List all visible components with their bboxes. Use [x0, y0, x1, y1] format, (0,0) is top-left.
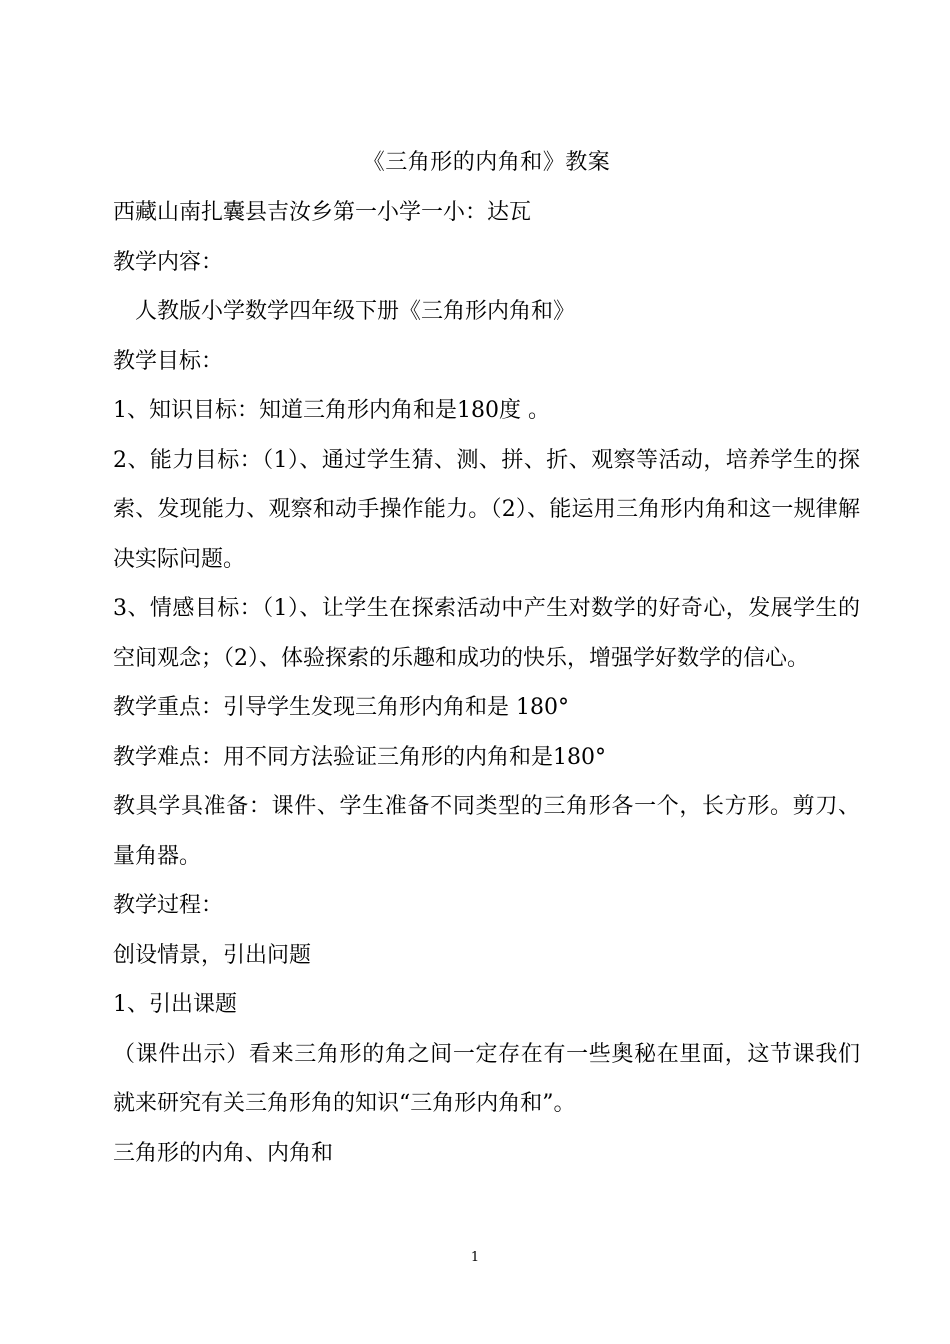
page-number: 1 — [470, 1250, 480, 1265]
courseware-paragraph: （课件出示）看来三角形的角之间一定存在有一些奥秘在里面，这节课我们就来研究有关三角形角的知识“三角形内角和”。 — [113, 1041, 860, 1116]
goal-knowledge: 1、知识目标：知道三角形内角和是180度 。 — [113, 398, 550, 423]
content-body: 人教版小学数学四年级下册《三角形内角和》 — [135, 299, 576, 324]
section-scenario: 创设情景，引出问题 — [113, 942, 312, 968]
goals-heading: 教学目标： — [113, 348, 224, 374]
document-title: 《三角形的内角和》教案 — [362, 150, 611, 175]
difficulty: 教学难点：用不同方法验证三角形的内角和是180° — [113, 744, 606, 770]
step-introduce-topic: 1、引出课题 — [113, 992, 237, 1017]
content-heading: 教学内容： — [113, 249, 224, 275]
materials: 教具学具准备：课件、学生准备不同类型的三角形各一个，长方形。剪刀、量角器。 — [113, 794, 860, 869]
goal-emotion: 3、情感目标：（1）、让学生在探索活动中产生对数学的好奇心，发展学生的空间观念；（2）、体验探索的乐趣和成功的快乐，增强学好数学的信心。 — [113, 596, 860, 671]
process-heading: 教学过程： — [113, 893, 224, 918]
section-inner-angles: 三角形的内角、内角和 — [113, 1140, 334, 1166]
document-body — [113, 138, 860, 1178]
key-point: 教学重点：引导学生发现三角形内角和是 180° — [113, 695, 569, 720]
author-line: 西藏山南扎囊县吉汝乡第一小学一小：达瓦 — [113, 200, 532, 225]
goal-ability: 2、能力目标：（1）、通过学生猜、测、拼、折、观察等活动，培养学生的探索、发现能力、观察和动手操作能力。（2）、能运用三角形内角和这一规律解决实际问题。 — [113, 447, 860, 572]
